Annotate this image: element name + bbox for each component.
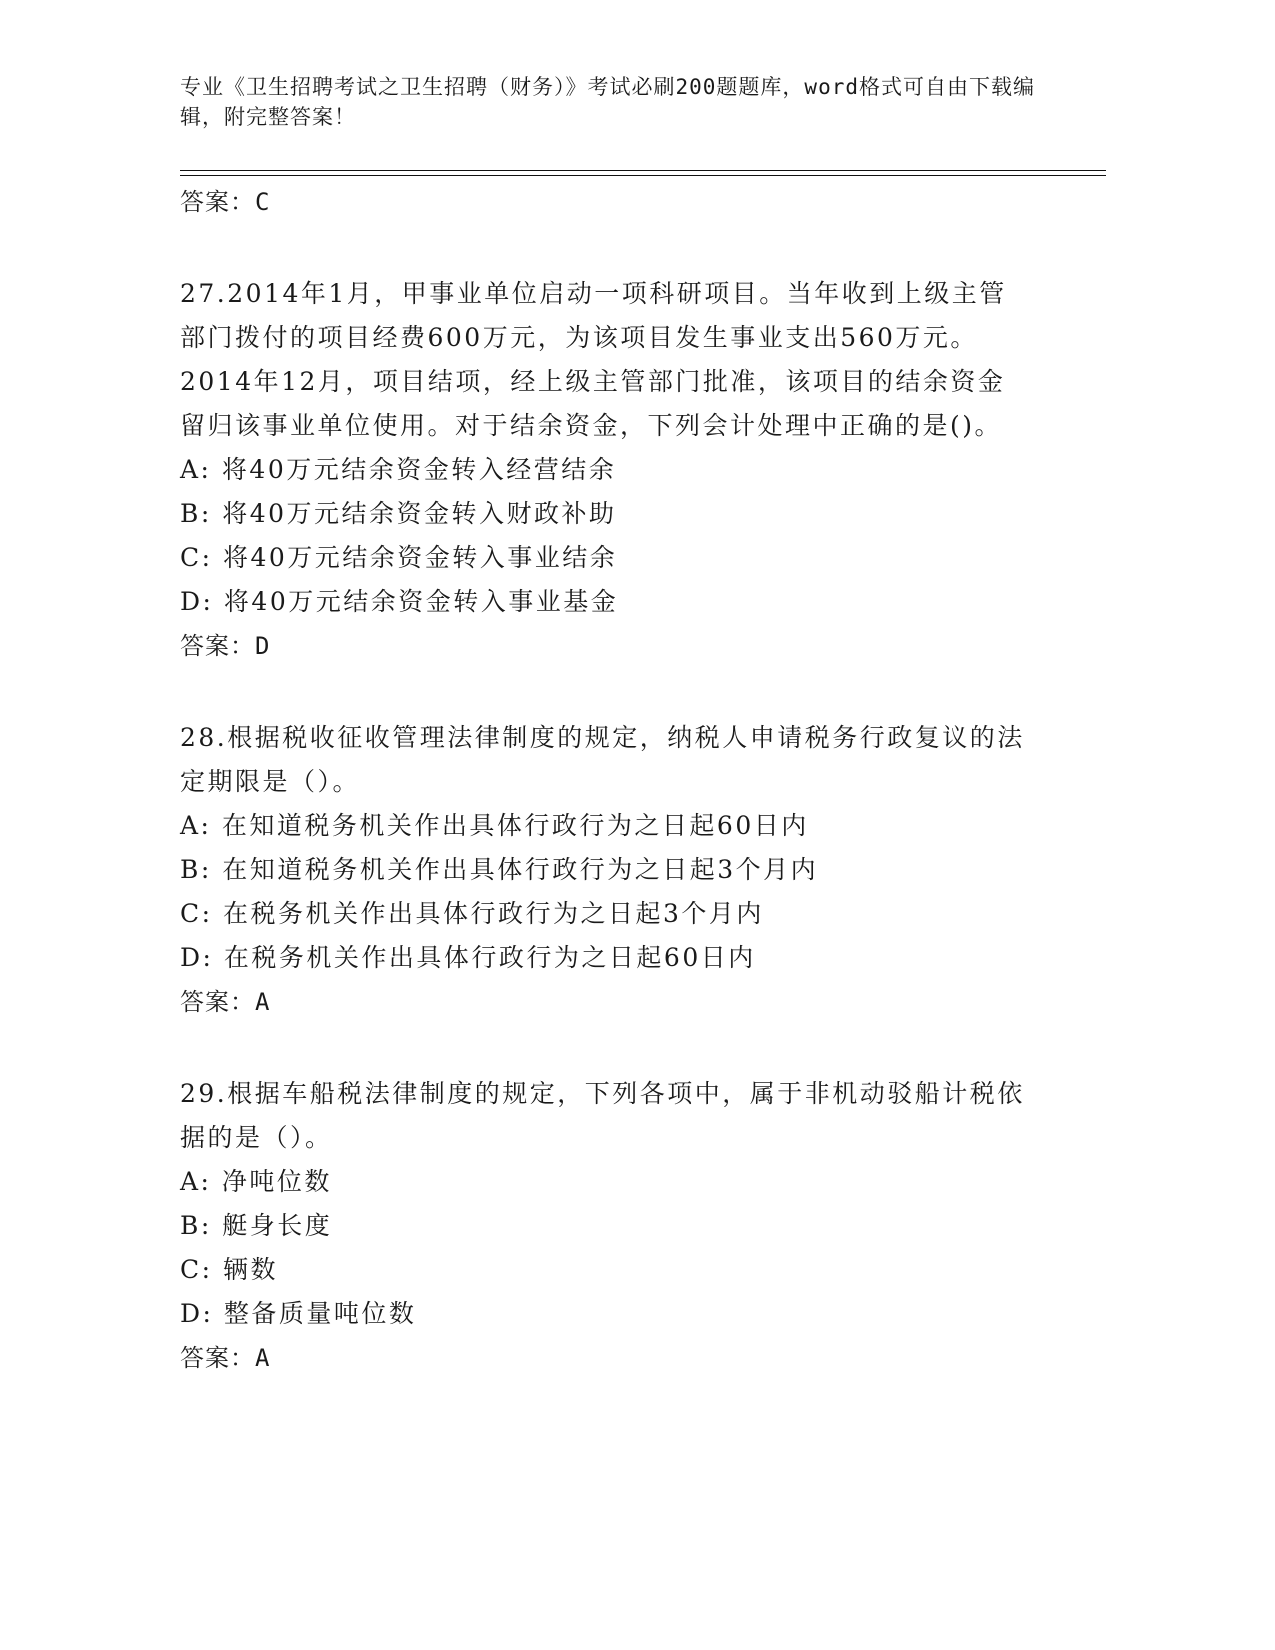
question-block: [180, 716, 1060, 1024]
option-b: B: 在知道税务机关作出具体行政行为之日起3个月内: [180, 855, 819, 884]
option-d: D: 将40万元结余资金转入事业基金: [180, 587, 619, 616]
option-d: D: 整备质量吨位数: [180, 1299, 417, 1328]
option-a: A: 净吨位数: [180, 1167, 332, 1196]
option-c: C: 将40万元结余资金转入事业结余: [180, 543, 618, 572]
answer-line: 答案：A: [180, 988, 271, 1016]
header-divider-bottom: [180, 175, 1106, 176]
header-divider-top: [180, 170, 1106, 171]
option-b: B: 艇身长度: [180, 1211, 333, 1240]
option-d: D: 在税务机关作出具体行政行为之日起60日内: [180, 943, 756, 972]
option-c: C: 辆数: [180, 1255, 278, 1284]
question-text: 28.根据税收征收管理法律制度的规定，纳税人申请税务行政复议的法定期限是（）。: [180, 723, 1025, 796]
question-text: 27.2014年1月，甲事业单位启动一项科研项目。当年收到上级主管部门拨付的项目经费600万元，为该项目发生事业支出560万元。2014年12月，项目结项，经上级主管部门批准，该项目的结余资金留归该事业单位使用。对于结余资金，下列会计处理中正确的是()。: [180, 279, 1007, 440]
document-header: 专业《卫生招聘考试之卫生招聘（财务）》考试必刷200题题库，word格式可自由下载编辑，附完整答案！: [180, 75, 1035, 129]
question-block: [180, 272, 1060, 668]
option-c: C: 在税务机关作出具体行政行为之日起3个月内: [180, 899, 764, 928]
answer-line: 答案：A: [180, 1344, 271, 1372]
option-b: B: 将40万元结余资金转入财政补助: [180, 499, 617, 528]
answer-line: 答案：C: [180, 188, 271, 216]
question-block: [180, 1072, 1060, 1380]
option-a: A: 将40万元结余资金转入经营结余: [180, 455, 617, 484]
document-body: [180, 180, 1060, 1380]
answer-line: 答案：D: [180, 632, 271, 660]
option-a: A: 在知道税务机关作出具体行政行为之日起60日内: [180, 811, 809, 840]
question-text: 29.根据车船税法律制度的规定，下列各项中，属于非机动驳船计税依据的是（）。: [180, 1079, 1025, 1152]
